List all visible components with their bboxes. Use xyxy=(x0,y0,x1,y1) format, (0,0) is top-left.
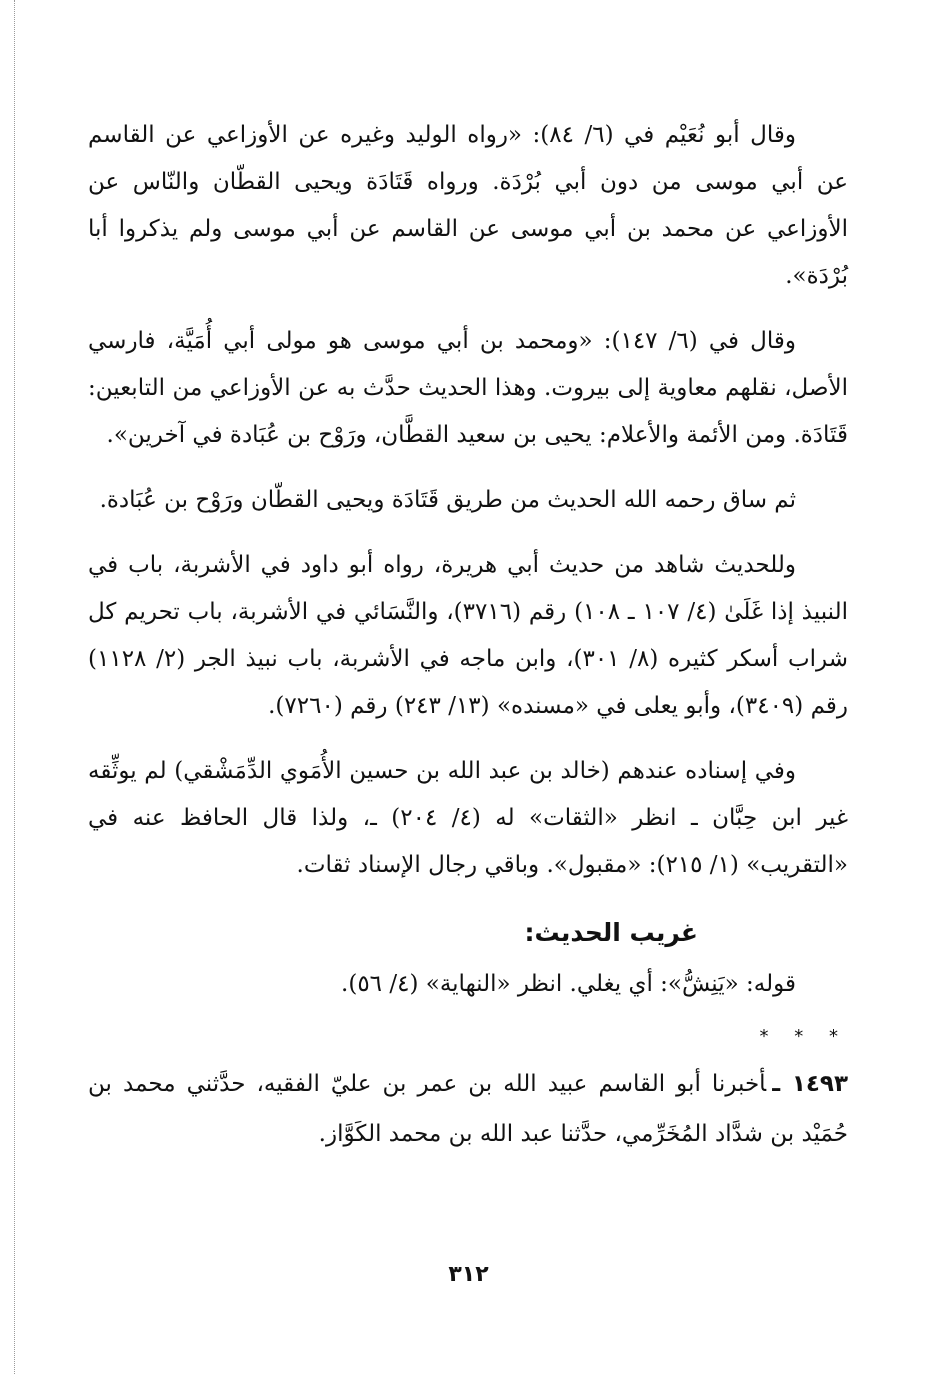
paragraph-abu-nuaym-2: وقال في (٦/ ١٤٧): «ومحمد بن أبي موسى هو مولى أبي أُمَيَّة، فارسي الأصل، نقلهم معاوية إلى بيروت. وهذا الحديث حدَّث به عن الأوزاعي من التابعين: قَتَادَة. ومن الأئمة والأعلام: يحيى بن سعيد القطَّان، ورَوْح بن عُبَادة في آخرين». xyxy=(88,328,848,448)
hadith-text: أخبرنا أبو القاسم عبيد الله بن عمر بن عليّ الفقيه، حدَّثني محمد بن حُمَيْد بن شدَّاد المُخَرِّمي، حدَّثنا عبد الله بن محمد الكَوَّاز. xyxy=(88,1071,848,1147)
section-heading-gharib: غريب الحديث: xyxy=(524,918,698,947)
paragraph-abu-nuaym-1: وقال أبو نُعَيْم في (٦/ ٨٤): «رواه الوليد وغيره عن الأوزاعي عن القاسم عن أبي موسى من دون أبي بُرْدَة. ورواه قَتَادَة ويحيى القطّان والنّاس عن الأوزاعي عن محمد بن أبي موسى عن القاسم عن أبي موسى ولم يذكروا أبا بُرْدَة». xyxy=(88,122,848,289)
page-number: ٣١٢ xyxy=(448,1262,489,1287)
paragraph-isnad-routes: ثم ساق رحمه الله الحديث من طريق قَتَادَة ويحيى القطّان ورَوْح بن عُبَادة. xyxy=(99,487,796,513)
scan-edge-dots xyxy=(0,0,15,1374)
section-separator: * * * xyxy=(759,1026,848,1047)
paragraph-isnad-critique: وفي إسناده عندهم (خالد بن عبد الله بن حسين الأُمَوي الدِّمَشْقي) لم يوثِّقه غير ابن حِبَّان ـ انظر «الثقات» له (٤/ ٢٠٤) ـ، ولذا قال الحافظ عنه في «التقريب» (١/ ٢١٥): «مقبول». وباقي رجال الإسناد ثقات. xyxy=(88,758,849,878)
hadith-entry xyxy=(88,1059,848,1159)
gharib-explanation: قوله: «يَنِشُّ»: أي يغلي. انظر «النهاية» (٤/ ٥٦). xyxy=(341,971,796,997)
paragraph-shahid: وللحديث شاهد من حديث أبي هريرة، رواه أبو داود في الأشربة، باب في النبيذ إذا غَلَىٰ (٤/ ١٠٧ ـ ١٠٨) رقم (٣٧١٦)، والنَّسَائي في الأشربة، باب تحريم كل شراب أسكر كثيره (٨/ ٣٠١)، وابن ماجه في الأشربة، باب نبيذ الجر (٢/ ١١٢٨) رقم (٣٤٠٩)، وأبو يعلى في «مسنده» (١٣/ ٢٤٣) رقم (٧٢٦٠). xyxy=(88,552,848,719)
page-body xyxy=(88,112,848,1159)
hadith-number: ١٤٩٣ ـ xyxy=(772,1071,848,1097)
